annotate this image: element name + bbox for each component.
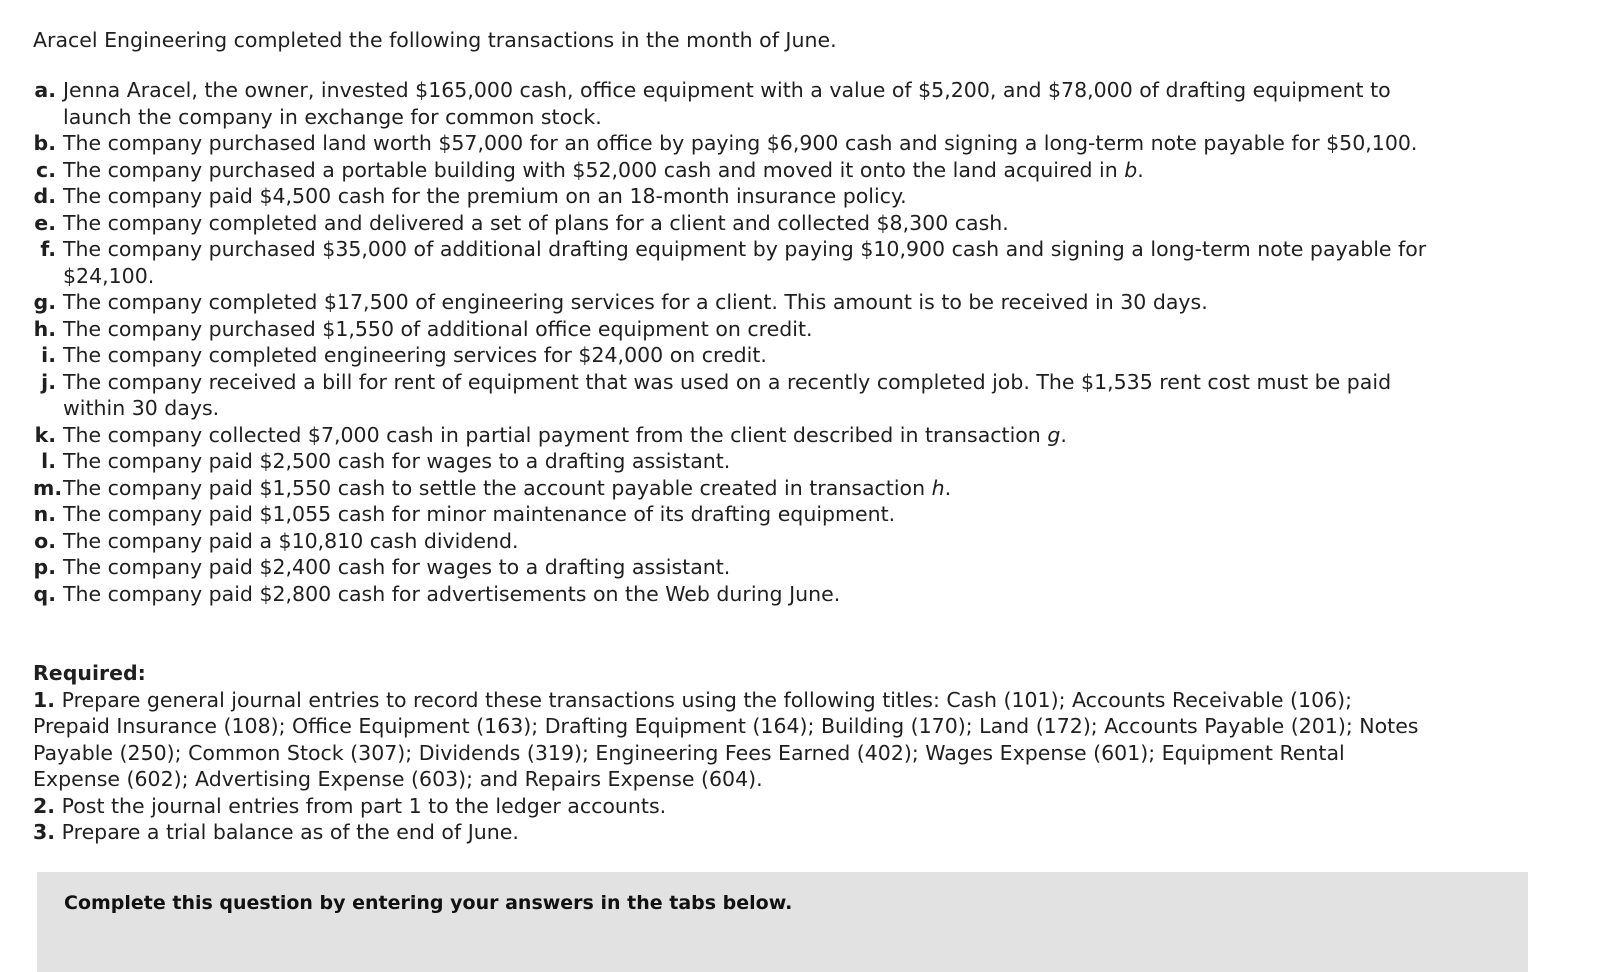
- transaction-text: [63, 476, 951, 500]
- transaction-letter: a.: [34, 78, 56, 102]
- transaction-text-end: .: [944, 475, 952, 500]
- transaction-text: [63, 423, 1067, 447]
- transaction-text: The company paid $1,055 cash for minor maintenance of its drafting equipment.: [63, 502, 896, 526]
- transaction-text-main: The company collected $7,000 cash in partial payment from the client described in transaction: [63, 422, 1048, 447]
- transaction-text: The company received a bill for rent of equipment that was used on a recently completed job. The $1,535 rent cost must be paid within 30 days.: [63, 369, 1392, 420]
- transaction-letter: n.: [33, 502, 56, 526]
- transaction-text: The company purchased $35,000 of additional drafting equipment by paying $10,900 cash and signing a long-term note payable for $24,100.: [63, 237, 1427, 288]
- required-item-number: 3.: [33, 820, 56, 844]
- transaction-text: The company purchased $1,550 of additional office equipment on credit.: [63, 316, 813, 341]
- transaction-letter: e.: [34, 210, 56, 235]
- transaction-text: The company paid $4,500 cash for the premium on an 18-month insurance policy.: [63, 184, 907, 208]
- transaction-text: The company paid $2,500 cash for wages to a drafting assistant.: [63, 449, 731, 473]
- transaction-item: [33, 475, 1453, 502]
- transaction-text-main: The company purchased a portable building with $52,000 cash and moved it onto the land acquired in: [63, 157, 1125, 182]
- required-item-text: Prepare general journal entries to record these transactions using the following titles: Cash (101); Accounts Receivable (106); Prepaid Insurance (108); Office Equipment (163); Drafting Equipment (164); Building (170); Land (172); Accounts Payable (201); Notes Payable (250); Common Stock (307); Dividends (319); Engineering Fees Earned (402); Wages Expense (601); Equipment Rental Expense (602); Advertising Expense (603); and Repairs Expense (604).: [33, 687, 1419, 791]
- transaction-item: [33, 581, 1453, 608]
- transaction-reference: g: [1047, 422, 1061, 447]
- transaction-letter: l.: [41, 449, 56, 473]
- transaction-list: [33, 77, 1578, 607]
- transaction-item: [33, 342, 1453, 369]
- transaction-letter: k.: [34, 422, 56, 447]
- instruction-banner: [37, 872, 1528, 972]
- transaction-letter: j.: [41, 369, 56, 394]
- transaction-letter: f.: [40, 237, 56, 261]
- instruction-banner-text: Complete this question by entering your answers in the tabs below.: [64, 892, 793, 914]
- transaction-reference: b: [1124, 157, 1138, 182]
- transaction-text: The company paid $2,400 cash for wages to a drafting assistant.: [63, 555, 731, 579]
- required-heading: Required:: [33, 661, 146, 685]
- transaction-text: The company purchased land worth $57,000 for an office by paying $6,900 cash and signing a long-term note payable for $50,100.: [63, 131, 1418, 155]
- required-item: [33, 793, 1423, 820]
- transaction-letter: o.: [34, 528, 56, 553]
- transaction-letter: c.: [36, 157, 56, 182]
- transaction-text-end: .: [1060, 422, 1067, 447]
- transaction-text: [63, 158, 1144, 182]
- intro-text: Aracel Engineering completed the following transactions in the month of June.: [33, 28, 837, 52]
- transaction-item: [33, 501, 1453, 528]
- required-item-text: Prepare a trial balance as of the end of June.: [61, 820, 519, 844]
- transaction-item: [33, 316, 1453, 343]
- transaction-text: Jenna Aracel, the owner, invested $165,000 cash, office equipment with a value of $5,200, and $78,000 of drafting equipment to launch the company in exchange for common stock.: [63, 78, 1391, 129]
- transaction-item: [33, 183, 1453, 210]
- transaction-item: [33, 369, 1453, 422]
- transaction-text-main: The company paid $1,550 cash to settle the account payable created in transaction: [63, 475, 932, 500]
- transaction-letter: p.: [33, 555, 56, 579]
- required-section: [33, 660, 1423, 846]
- required-item-text: Post the journal entries from part 1 to the ledger accounts.: [61, 793, 667, 818]
- required-item: [33, 687, 1423, 793]
- required-item-number: 1.: [33, 687, 56, 712]
- transaction-item: [33, 289, 1453, 316]
- transaction-item: [33, 448, 1453, 475]
- transaction-item: [33, 528, 1453, 555]
- required-item: [33, 819, 1423, 846]
- transaction-text-end: .: [1137, 157, 1144, 182]
- transaction-letter: g.: [33, 290, 56, 314]
- transaction-text: The company completed $17,500 of engineering services for a client. This amount is to be received in 30 days.: [63, 290, 1208, 314]
- transaction-item: [33, 130, 1453, 157]
- transaction-item: [33, 77, 1453, 130]
- transaction-letter: b.: [33, 131, 56, 155]
- transaction-item: [33, 210, 1453, 237]
- transaction-letter: d.: [33, 184, 56, 208]
- question-content: [33, 27, 1578, 846]
- transaction-item: [33, 422, 1453, 449]
- transaction-reference: h: [931, 475, 945, 500]
- transaction-text: The company paid a $10,810 cash dividend.: [63, 528, 519, 553]
- transaction-item: [33, 554, 1453, 581]
- transaction-item: [33, 157, 1453, 184]
- required-item-number: 2.: [33, 793, 56, 818]
- transaction-letter: q.: [33, 581, 56, 606]
- transaction-text: The company completed engineering services for $24,000 on credit.: [63, 343, 767, 367]
- transaction-text: The company completed and delivered a set of plans for a client and collected $8,300 cash.: [63, 210, 1009, 235]
- transaction-item: [33, 236, 1453, 289]
- transaction-letter: i.: [41, 343, 56, 367]
- transaction-text: The company paid $2,800 cash for advertisements on the Web during June.: [63, 581, 841, 606]
- transaction-letter: h.: [33, 316, 56, 341]
- transaction-letter: m.: [33, 475, 63, 500]
